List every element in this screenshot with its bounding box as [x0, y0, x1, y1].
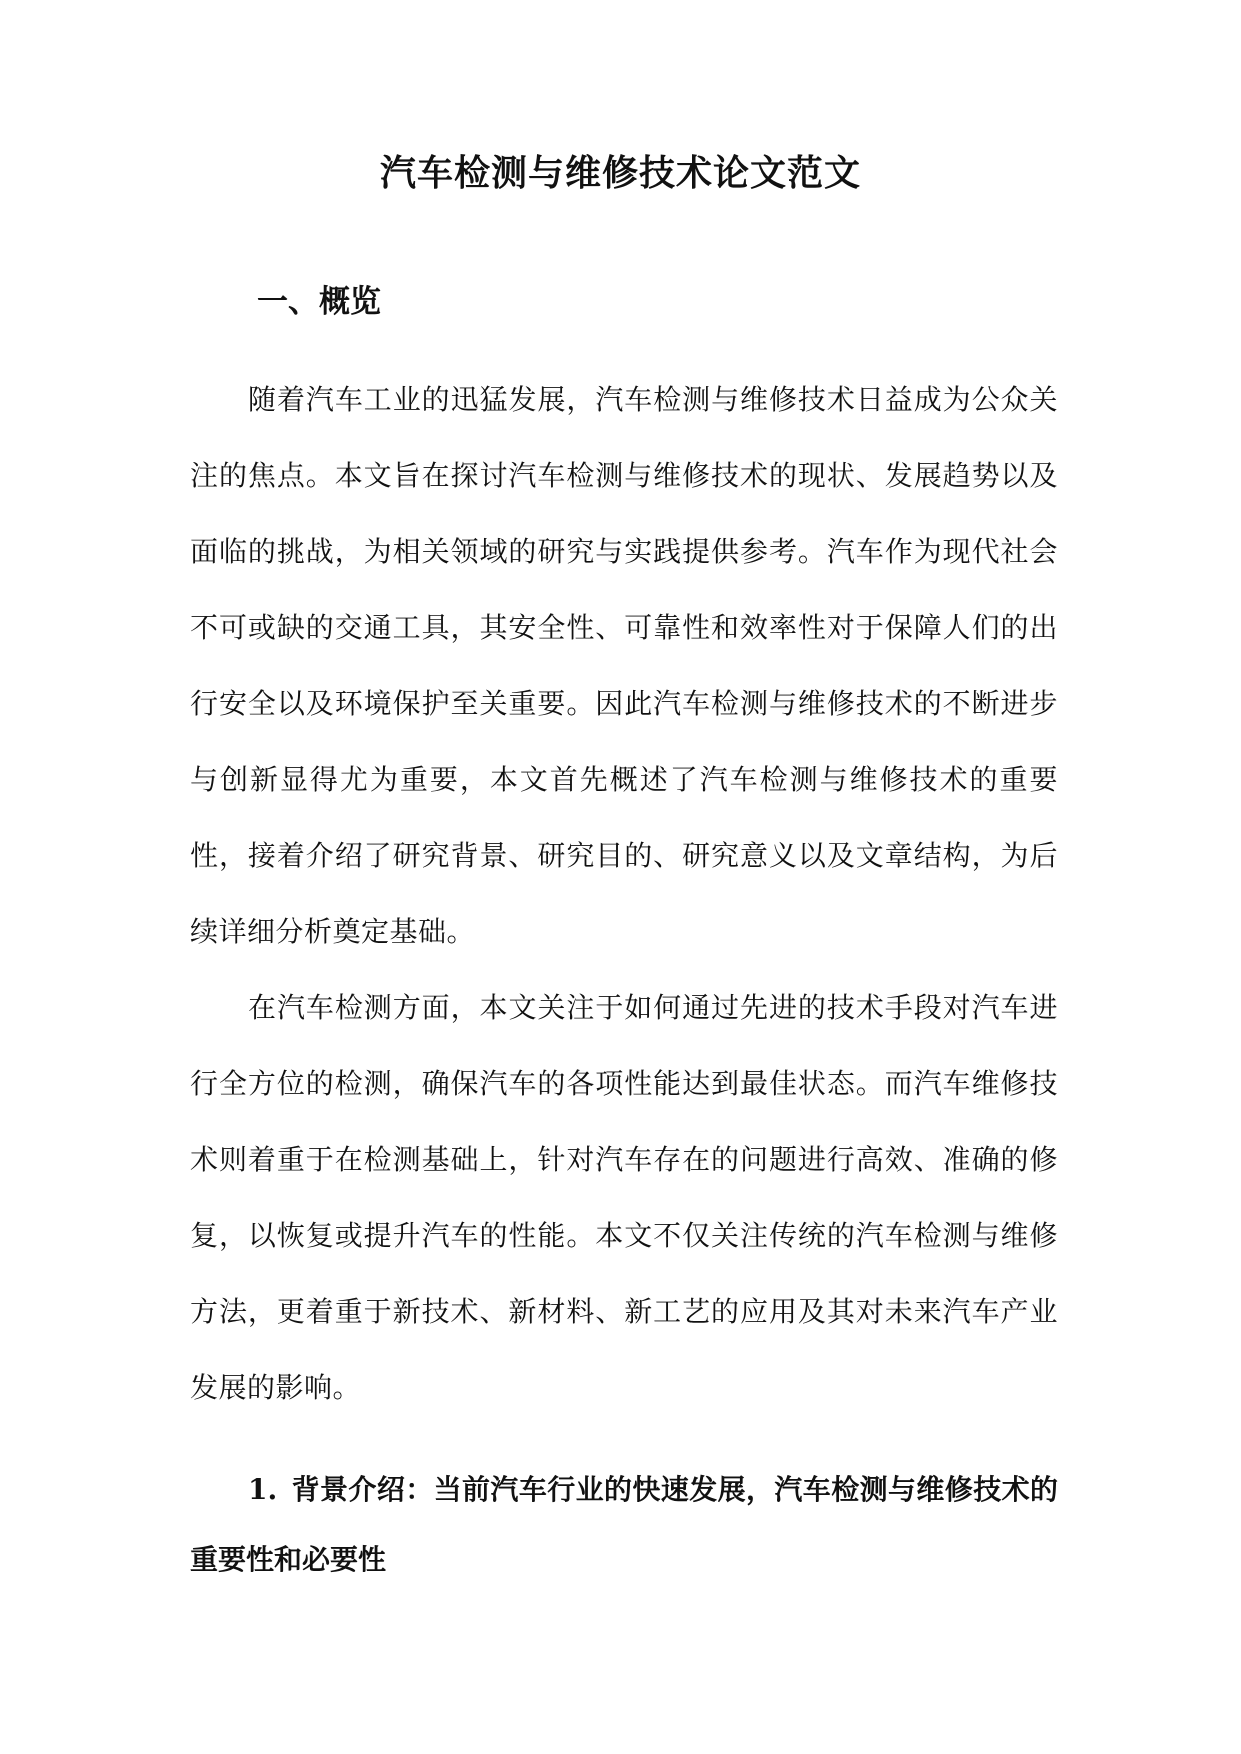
section-heading-overview: 一、概览: [257, 284, 381, 320]
body-paragraph-1: 随着汽车工业的迅猛发展，汽车检测与维修技术日益成为公众关注的焦点。本文旨在探讨汽车检测与维修技术的现状、发展趋势以及面临的挑战，为相关领域的研究与实践提供参考。汽车作为现代社会不可或缺的交通工具，其安全性、可靠性和效率性对于保障人们的出行安全以及环境保护至关重要。因此汽车检测与维修技术的不断进步与创新显得尤为重要，本文首先概述了汽车检测与维修技术的重要性，接着介绍了研究背景、研究目的、研究意义以及文章结构，为后续详细分析奠定基础。: [190, 383, 1058, 948]
sub-heading-background: [190, 1455, 1058, 1595]
sub-heading-number: 1.: [248, 1473, 278, 1506]
sub-heading-text: 背景介绍：当前汽车行业的快速发展，汽车检测与维修技术的重要性和必要性: [190, 1473, 1058, 1576]
document-title: 汽车检测与维修技术论文范文: [379, 152, 861, 194]
body-paragraph-2: 在汽车检测方面，本文关注于如何通过先进的技术手段对汽车进行全方位的检测，确保汽车的各项性能达到最佳状态。而汽车维修技术则着重于在检测基础上，针对汽车存在的问题进行高效、准确的修复，以恢复或提升汽车的性能。本文不仅关注传统的汽车检测与维修方法，更着重于新技术、新材料、新工艺的应用及其对未来汽车产业发展的影响。: [190, 991, 1058, 1404]
